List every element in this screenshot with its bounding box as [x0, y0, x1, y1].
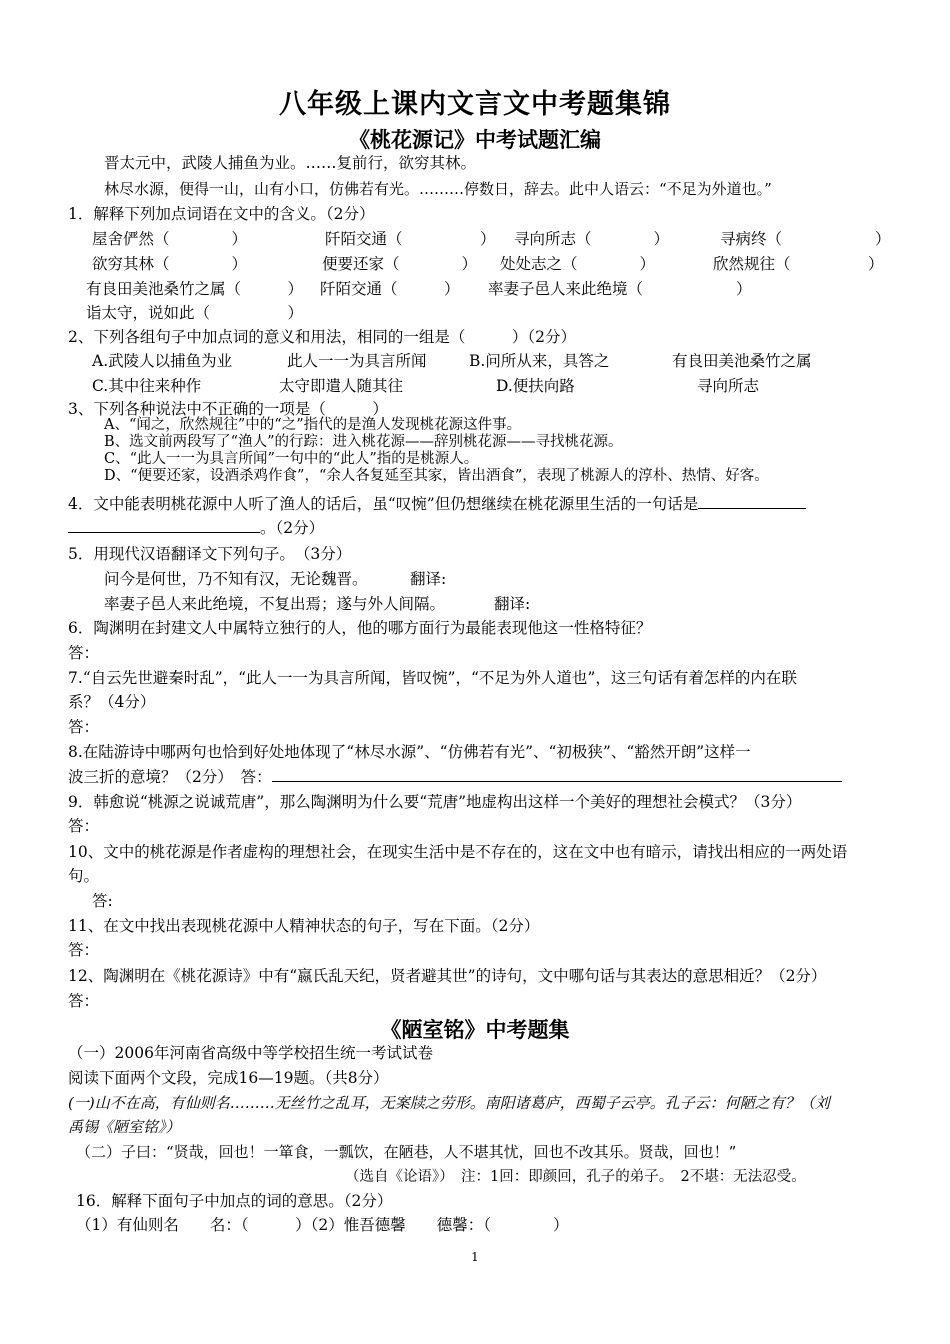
question-3-stem: 3、下列各种说法中不正确的一项是（ ）: [68, 400, 388, 418]
passage-note: （选自《论语》） 注：1回：即颜回，孔子的弟子。 2不堪：无法忍受。: [345, 1169, 806, 1185]
answer-label: 答：: [68, 644, 100, 662]
question-7-stem: 7.“自云先世避秦时乱”，“此人一一为具言所闻，皆叹惋”，“不足为外人道也”，这三句话有着怎样的内在联: [68, 669, 797, 687]
q1-item: 有良田美池桑竹之属（ ）: [86, 280, 304, 298]
q3-option: B、选文前两段写了“渔人”的行踪：进入桃花源——辞别桃花源——寻找桃花源。: [104, 434, 623, 450]
question-7-stem-cont: 系？（4分）: [68, 693, 156, 711]
q5-sentence: 率妻子邑人来此绝境，不复出焉；遂与外人间隔。: [104, 595, 446, 613]
question-16-items: （1）有仙则名 名：（ ）（2）惟吾德馨 德馨：（ ）: [76, 1216, 569, 1234]
q1-item: 诣太守，说如此（ ）: [86, 304, 304, 322]
q2-option: A.武陵人以捕鱼为业: [92, 352, 233, 370]
question-4-stem: [68, 494, 806, 514]
question-8-stem: 8.在陆游诗中哪两句也恰到好处地体现了“林尽水源”、“仿佛若有光”、“初极狭”、“豁然开朗”这样一: [68, 743, 751, 761]
question-12-stem: 12、陶渊明在《桃花源诗》中有“嬴氏乱天纪，贤者避其世”的诗句，文中哪句话与其表达的意思相近？（2分）: [68, 967, 827, 985]
answer-label: 答：: [68, 941, 100, 959]
q4-text: 4．文中能表明桃花源中人听了渔人的话后，虽“叹惋”但仍想继续在桃花源里生活的一句话是: [68, 495, 699, 513]
q1-item: 阡陌交通（ ）: [325, 230, 496, 248]
passage-line: 禹锡《陋室铭》）: [68, 1118, 181, 1136]
q1-item: 阡陌交通（ ）: [320, 280, 460, 298]
passage-line: (一)山不在高，有仙则名………无丝竹之乱耳，无案牍之劳形。南阳诸葛庐，西蜀子云亭。孔子云：何陋之有？（刘: [68, 1094, 830, 1112]
question-8-stem-cont: [68, 767, 842, 787]
section-heading-loushiming: 《陋室铭》中考题集: [380, 1017, 570, 1042]
q5-translate-label: 翻译:: [494, 595, 531, 613]
q2-option: 寻向所志: [697, 377, 760, 395]
q2-option: C.其中往来种作: [92, 377, 202, 395]
answer-blank[interactable]: [272, 767, 842, 782]
q1-item: 寻向所志（ ）: [514, 230, 670, 248]
q1-item: 欣然规往（ ）: [713, 255, 884, 273]
q2-option: 有良田美池桑竹之属: [672, 352, 812, 370]
answer-label: 答：: [68, 718, 100, 736]
passage-line: 晋太元中，武陵人捕鱼为业。……复前行，欲穷其林。: [104, 154, 477, 172]
q2-option: D.便扶向路: [496, 377, 575, 395]
exam-source: （一）2006年河南省高级中等学校招生统一考试试卷: [68, 1044, 433, 1062]
q2-option: 此人一一为具言所闻: [287, 352, 427, 370]
q3-option: A、“闻之，欣然规往”中的“之”指代的是渔人发现桃花源这件事。: [104, 417, 522, 433]
question-2-stem: 2、下列各组句子中加点词的意义和用法，相同的一组是（ ）（2分）: [68, 328, 576, 346]
document-title: 八年级上课内文言文中考题集锦: [279, 89, 671, 120]
section-heading-taohuayuan: 《桃花源记》中考试题汇编: [349, 127, 601, 152]
passage-line: （二）子曰：“贤哉，回也！一箪食，一瓢饮，在陋巷，人不堪其忧，回也不改其乐。贤哉，回也！”: [76, 1143, 737, 1161]
answer-label: 答：: [68, 817, 100, 835]
q2-option: 太守即遣人随其往: [279, 377, 404, 395]
q3-option: C、“此人一一为具言所闻”一句中的“此人”指的是桃源人。: [104, 451, 479, 467]
answer-blank[interactable]: [68, 518, 260, 533]
question-9-stem: 9．韩愈说“桃源之说诚荒唐”，那么陶渊明为什么要“荒唐”地虚构出这样一个美好的理想社会模式？（3分）: [68, 793, 802, 811]
answer-blank[interactable]: [698, 494, 806, 509]
question-16-stem: 16．解释下面句子中加点的词的意思。（2分）: [76, 1192, 393, 1210]
question-11-stem: 11、在文中找出表现桃花源中人精神状态的句子，写在下面。（2分）: [68, 917, 540, 935]
question-5-stem: 5．用现代汉语翻译文下列句子。 （3分）: [68, 545, 352, 563]
question-1-stem: 1．解释下列加点词语在文中的含义。（2分）: [68, 205, 375, 223]
q3-option: D、“便要还家，设酒杀鸡作食”，“余人各复延至其家，皆出酒食”，表现了桃源人的淳朴、热情、好客。: [104, 468, 769, 484]
question-6-stem: 6．陶渊明在封建文人中属特立独行的人，他的哪方面行为最能表现他这一性格特征？: [68, 619, 652, 637]
reading-instructions: 阅读下面两个文段，完成16—19题。（共8分）: [68, 1069, 389, 1087]
q5-sentence: 问今是何世，乃不知有汉，无论魏晋。: [104, 570, 368, 588]
q1-item: 寻病终（ ）: [720, 230, 891, 248]
question-10-stem-cont: 句。: [68, 867, 100, 885]
q2-option: B.问所从来，具答之: [469, 352, 610, 370]
q1-item: 率妻子邑人来此绝境（ ）: [488, 280, 752, 298]
q1-item: 屋舍俨然（ ）: [92, 230, 248, 248]
q1-item: 便要还家（ ）: [322, 255, 478, 273]
answer-label: 答：: [68, 992, 100, 1010]
q5-translate-label: 翻译:: [410, 570, 447, 588]
passage-line: 林尽水源，便得一山，山有小口，仿佛若有光。………停数日，辞去。此中人语云：“不足为外道也。”: [104, 180, 772, 198]
q1-item: 处处志之（ ）: [500, 255, 656, 273]
question-10-stem: 10、文中的桃花源是作者虚构的理想社会，在现实生活中是不存在的，这在文中也有暗示，请找出相应的一两处语: [68, 843, 848, 861]
answer-label: 答:: [92, 892, 113, 910]
q1-item: 欲穷其林（ ）: [92, 255, 248, 273]
page-number: 1: [471, 1250, 479, 1264]
q4-tail-text: 。（2分）: [260, 519, 325, 537]
question-4-tail: [68, 518, 324, 538]
q8-text: 波三折的意境？（2分） 答：: [68, 768, 272, 786]
